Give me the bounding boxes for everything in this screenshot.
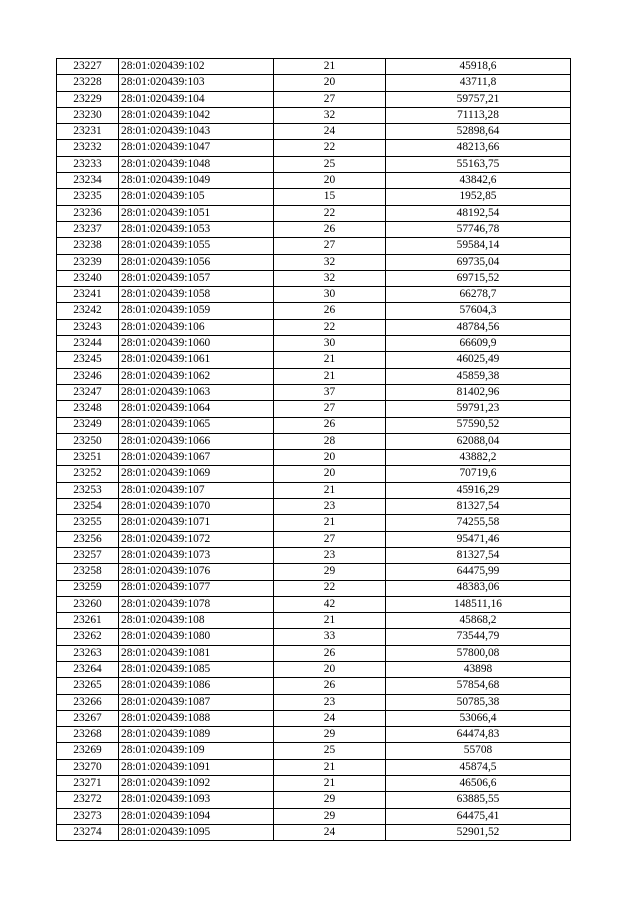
quantity-cell: 30 xyxy=(274,336,386,352)
quantity-cell: 15 xyxy=(274,189,386,205)
table-row xyxy=(57,303,571,319)
table-row xyxy=(57,531,571,547)
quantity-cell: 28 xyxy=(274,433,386,449)
quantity-cell: 21 xyxy=(274,515,386,531)
amount-cell: 69735,04 xyxy=(386,254,571,270)
amount-cell: 57746,78 xyxy=(386,221,571,237)
table-row xyxy=(57,466,571,482)
amount-cell: 50785,38 xyxy=(386,694,571,710)
cadastral-number-cell: 28:01:020439:1047 xyxy=(119,140,274,156)
quantity-cell: 26 xyxy=(274,303,386,319)
row-number-cell: 23232 xyxy=(57,140,119,156)
row-number-cell: 23234 xyxy=(57,173,119,189)
quantity-cell: 27 xyxy=(274,91,386,107)
cadastral-number-cell: 28:01:020439:1063 xyxy=(119,384,274,400)
amount-cell: 81327,54 xyxy=(386,499,571,515)
row-number-cell: 23238 xyxy=(57,238,119,254)
cadastral-number-cell: 28:01:020439:104 xyxy=(119,91,274,107)
amount-cell: 48192,54 xyxy=(386,205,571,221)
row-number-cell: 23270 xyxy=(57,759,119,775)
quantity-cell: 26 xyxy=(274,221,386,237)
amount-cell: 95471,46 xyxy=(386,531,571,547)
quantity-cell: 21 xyxy=(274,759,386,775)
quantity-cell: 30 xyxy=(274,287,386,303)
row-number-cell: 23265 xyxy=(57,678,119,694)
amount-cell: 148511,16 xyxy=(386,596,571,612)
amount-cell: 48383,06 xyxy=(386,580,571,596)
cadastral-number-cell: 28:01:020439:1085 xyxy=(119,661,274,677)
quantity-cell: 23 xyxy=(274,694,386,710)
cadastral-number-cell: 28:01:020439:1086 xyxy=(119,678,274,694)
quantity-cell: 21 xyxy=(274,352,386,368)
row-number-cell: 23262 xyxy=(57,629,119,645)
row-number-cell: 23264 xyxy=(57,661,119,677)
quantity-cell: 20 xyxy=(274,466,386,482)
row-number-cell: 23263 xyxy=(57,645,119,661)
cadastral-number-cell: 28:01:020439:1053 xyxy=(119,221,274,237)
cadastral-number-cell: 28:01:020439:108 xyxy=(119,613,274,629)
cadastral-number-cell: 28:01:020439:1066 xyxy=(119,433,274,449)
row-number-cell: 23246 xyxy=(57,368,119,384)
cadastral-number-cell: 28:01:020439:1093 xyxy=(119,792,274,808)
amount-cell: 62088,04 xyxy=(386,433,571,449)
row-number-cell: 23266 xyxy=(57,694,119,710)
cadastral-number-cell: 28:01:020439:102 xyxy=(119,59,274,75)
table-row xyxy=(57,515,571,531)
cadastral-number-cell: 28:01:020439:1055 xyxy=(119,238,274,254)
table-row xyxy=(57,368,571,384)
cadastral-number-cell: 28:01:020439:1061 xyxy=(119,352,274,368)
amount-cell: 55163,75 xyxy=(386,156,571,172)
amount-cell: 48213,66 xyxy=(386,140,571,156)
amount-cell: 59584,14 xyxy=(386,238,571,254)
row-number-cell: 23269 xyxy=(57,743,119,759)
quantity-cell: 25 xyxy=(274,156,386,172)
table-row xyxy=(57,205,571,221)
cadastral-number-cell: 28:01:020439:1060 xyxy=(119,336,274,352)
row-number-cell: 23239 xyxy=(57,254,119,270)
row-number-cell: 23241 xyxy=(57,287,119,303)
cadastral-number-cell: 28:01:020439:1095 xyxy=(119,824,274,840)
amount-cell: 45868,2 xyxy=(386,613,571,629)
amount-cell: 48784,56 xyxy=(386,319,571,335)
cadastral-number-cell: 28:01:020439:1049 xyxy=(119,173,274,189)
quantity-cell: 20 xyxy=(274,661,386,677)
amount-cell: 55708 xyxy=(386,743,571,759)
table-row xyxy=(57,645,571,661)
quantity-cell: 23 xyxy=(274,547,386,563)
amount-cell: 64475,99 xyxy=(386,564,571,580)
table-row xyxy=(57,433,571,449)
quantity-cell: 22 xyxy=(274,140,386,156)
quantity-cell: 20 xyxy=(274,75,386,91)
row-number-cell: 23256 xyxy=(57,531,119,547)
quantity-cell: 20 xyxy=(274,173,386,189)
cadastral-number-cell: 28:01:020439:1087 xyxy=(119,694,274,710)
quantity-cell: 42 xyxy=(274,596,386,612)
row-number-cell: 23272 xyxy=(57,792,119,808)
amount-cell: 45874,5 xyxy=(386,759,571,775)
table-row xyxy=(57,596,571,612)
row-number-cell: 23227 xyxy=(57,59,119,75)
amount-cell: 45918,6 xyxy=(386,59,571,75)
row-number-cell: 23242 xyxy=(57,303,119,319)
amount-cell: 53066,4 xyxy=(386,710,571,726)
row-number-cell: 23247 xyxy=(57,384,119,400)
amount-cell: 45859,38 xyxy=(386,368,571,384)
amount-cell: 81327,54 xyxy=(386,547,571,563)
amount-cell: 73544,79 xyxy=(386,629,571,645)
table-row xyxy=(57,59,571,75)
table-row xyxy=(57,156,571,172)
quantity-cell: 29 xyxy=(274,792,386,808)
amount-cell: 81402,96 xyxy=(386,384,571,400)
table-body xyxy=(57,59,571,841)
quantity-cell: 26 xyxy=(274,645,386,661)
quantity-cell: 22 xyxy=(274,580,386,596)
table-row xyxy=(57,270,571,286)
row-number-cell: 23244 xyxy=(57,336,119,352)
cadastral-number-cell: 28:01:020439:1051 xyxy=(119,205,274,221)
table-row xyxy=(57,759,571,775)
data-table xyxy=(56,58,571,841)
amount-cell: 59757,21 xyxy=(386,91,571,107)
cadastral-number-cell: 28:01:020439:1092 xyxy=(119,776,274,792)
amount-cell: 70719,6 xyxy=(386,466,571,482)
table-row xyxy=(57,401,571,417)
cadastral-number-cell: 28:01:020439:1071 xyxy=(119,515,274,531)
cadastral-number-cell: 28:01:020439:103 xyxy=(119,75,274,91)
table-row xyxy=(57,808,571,824)
quantity-cell: 32 xyxy=(274,270,386,286)
cadastral-number-cell: 28:01:020439:106 xyxy=(119,319,274,335)
cadastral-number-cell: 28:01:020439:1072 xyxy=(119,531,274,547)
table-row xyxy=(57,352,571,368)
amount-cell: 57604,3 xyxy=(386,303,571,319)
table-row xyxy=(57,776,571,792)
row-number-cell: 23243 xyxy=(57,319,119,335)
amount-cell: 45916,29 xyxy=(386,482,571,498)
quantity-cell: 24 xyxy=(274,124,386,140)
cadastral-number-cell: 28:01:020439:1056 xyxy=(119,254,274,270)
amount-cell: 52898,64 xyxy=(386,124,571,140)
quantity-cell: 23 xyxy=(274,499,386,515)
row-number-cell: 23233 xyxy=(57,156,119,172)
amount-cell: 43842,6 xyxy=(386,173,571,189)
row-number-cell: 23258 xyxy=(57,564,119,580)
table-row xyxy=(57,661,571,677)
quantity-cell: 37 xyxy=(274,384,386,400)
cadastral-number-cell: 28:01:020439:1043 xyxy=(119,124,274,140)
cadastral-number-cell: 28:01:020439:1078 xyxy=(119,596,274,612)
quantity-cell: 29 xyxy=(274,808,386,824)
quantity-cell: 29 xyxy=(274,727,386,743)
quantity-cell: 32 xyxy=(274,254,386,270)
table-row xyxy=(57,336,571,352)
table-row xyxy=(57,824,571,840)
table-row xyxy=(57,743,571,759)
amount-cell: 59791,23 xyxy=(386,401,571,417)
cadastral-number-cell: 28:01:020439:1070 xyxy=(119,499,274,515)
row-number-cell: 23253 xyxy=(57,482,119,498)
row-number-cell: 23245 xyxy=(57,352,119,368)
amount-cell: 46025,49 xyxy=(386,352,571,368)
quantity-cell: 27 xyxy=(274,531,386,547)
row-number-cell: 23229 xyxy=(57,91,119,107)
table-row xyxy=(57,694,571,710)
amount-cell: 64474,83 xyxy=(386,727,571,743)
table-row xyxy=(57,140,571,156)
row-number-cell: 23255 xyxy=(57,515,119,531)
table-row xyxy=(57,450,571,466)
amount-cell: 71113,28 xyxy=(386,107,571,123)
row-number-cell: 23268 xyxy=(57,727,119,743)
amount-cell: 57800,08 xyxy=(386,645,571,661)
quantity-cell: 20 xyxy=(274,450,386,466)
cadastral-number-cell: 28:01:020439:1042 xyxy=(119,107,274,123)
quantity-cell: 29 xyxy=(274,564,386,580)
amount-cell: 63885,55 xyxy=(386,792,571,808)
amount-cell: 66609,9 xyxy=(386,336,571,352)
row-number-cell: 23259 xyxy=(57,580,119,596)
cadastral-number-cell: 28:01:020439:1059 xyxy=(119,303,274,319)
quantity-cell: 33 xyxy=(274,629,386,645)
cadastral-number-cell: 28:01:020439:1077 xyxy=(119,580,274,596)
row-number-cell: 23251 xyxy=(57,450,119,466)
cadastral-number-cell: 28:01:020439:1064 xyxy=(119,401,274,417)
amount-cell: 46506,6 xyxy=(386,776,571,792)
amount-cell: 1952,85 xyxy=(386,189,571,205)
quantity-cell: 26 xyxy=(274,417,386,433)
table-row xyxy=(57,417,571,433)
row-number-cell: 23274 xyxy=(57,824,119,840)
table-row xyxy=(57,91,571,107)
cadastral-number-cell: 28:01:020439:1088 xyxy=(119,710,274,726)
table-row xyxy=(57,107,571,123)
table-row xyxy=(57,189,571,205)
cadastral-number-cell: 28:01:020439:1080 xyxy=(119,629,274,645)
table-row xyxy=(57,727,571,743)
table-row xyxy=(57,482,571,498)
table-row xyxy=(57,499,571,515)
cadastral-number-cell: 28:01:020439:1057 xyxy=(119,270,274,286)
cadastral-number-cell: 28:01:020439:1065 xyxy=(119,417,274,433)
row-number-cell: 23273 xyxy=(57,808,119,824)
table-row xyxy=(57,287,571,303)
quantity-cell: 22 xyxy=(274,319,386,335)
table-row xyxy=(57,710,571,726)
quantity-cell: 22 xyxy=(274,205,386,221)
table-row xyxy=(57,580,571,596)
cadastral-number-cell: 28:01:020439:1094 xyxy=(119,808,274,824)
row-number-cell: 23257 xyxy=(57,547,119,563)
quantity-cell: 21 xyxy=(274,776,386,792)
cadastral-number-cell: 28:01:020439:105 xyxy=(119,189,274,205)
amount-cell: 64475,41 xyxy=(386,808,571,824)
row-number-cell: 23248 xyxy=(57,401,119,417)
cadastral-number-cell: 28:01:020439:1067 xyxy=(119,450,274,466)
quantity-cell: 21 xyxy=(274,368,386,384)
table-row xyxy=(57,629,571,645)
table-row xyxy=(57,124,571,140)
quantity-cell: 21 xyxy=(274,613,386,629)
table-row xyxy=(57,547,571,563)
cadastral-number-cell: 28:01:020439:107 xyxy=(119,482,274,498)
table-row xyxy=(57,613,571,629)
cadastral-number-cell: 28:01:020439:1089 xyxy=(119,727,274,743)
table-row xyxy=(57,221,571,237)
cadastral-number-cell: 28:01:020439:1069 xyxy=(119,466,274,482)
amount-cell: 43898 xyxy=(386,661,571,677)
row-number-cell: 23228 xyxy=(57,75,119,91)
quantity-cell: 24 xyxy=(274,824,386,840)
cadastral-number-cell: 28:01:020439:1076 xyxy=(119,564,274,580)
quantity-cell: 27 xyxy=(274,238,386,254)
amount-cell: 43882,2 xyxy=(386,450,571,466)
row-number-cell: 23261 xyxy=(57,613,119,629)
table-row xyxy=(57,238,571,254)
quantity-cell: 21 xyxy=(274,59,386,75)
quantity-cell: 25 xyxy=(274,743,386,759)
cadastral-number-cell: 28:01:020439:1081 xyxy=(119,645,274,661)
row-number-cell: 23260 xyxy=(57,596,119,612)
cadastral-number-cell: 28:01:020439:1091 xyxy=(119,759,274,775)
cadastral-number-cell: 28:01:020439:1048 xyxy=(119,156,274,172)
row-number-cell: 23252 xyxy=(57,466,119,482)
amount-cell: 69715,52 xyxy=(386,270,571,286)
table-row xyxy=(57,254,571,270)
quantity-cell: 27 xyxy=(274,401,386,417)
amount-cell: 43711,8 xyxy=(386,75,571,91)
row-number-cell: 23250 xyxy=(57,433,119,449)
row-number-cell: 23235 xyxy=(57,189,119,205)
quantity-cell: 26 xyxy=(274,678,386,694)
row-number-cell: 23240 xyxy=(57,270,119,286)
row-number-cell: 23236 xyxy=(57,205,119,221)
amount-cell: 57854,68 xyxy=(386,678,571,694)
quantity-cell: 32 xyxy=(274,107,386,123)
cadastral-number-cell: 28:01:020439:1073 xyxy=(119,547,274,563)
row-number-cell: 23230 xyxy=(57,107,119,123)
row-number-cell: 23254 xyxy=(57,499,119,515)
table-row xyxy=(57,75,571,91)
row-number-cell: 23231 xyxy=(57,124,119,140)
amount-cell: 57590,52 xyxy=(386,417,571,433)
cadastral-number-cell: 28:01:020439:1062 xyxy=(119,368,274,384)
table-row xyxy=(57,678,571,694)
quantity-cell: 24 xyxy=(274,710,386,726)
table-row xyxy=(57,384,571,400)
table-row xyxy=(57,792,571,808)
amount-cell: 52901,52 xyxy=(386,824,571,840)
amount-cell: 74255,58 xyxy=(386,515,571,531)
table-row xyxy=(57,564,571,580)
row-number-cell: 23267 xyxy=(57,710,119,726)
table-row xyxy=(57,319,571,335)
row-number-cell: 23249 xyxy=(57,417,119,433)
row-number-cell: 23271 xyxy=(57,776,119,792)
amount-cell: 66278,7 xyxy=(386,287,571,303)
table-row xyxy=(57,173,571,189)
cadastral-number-cell: 28:01:020439:1058 xyxy=(119,287,274,303)
row-number-cell: 23237 xyxy=(57,221,119,237)
quantity-cell: 21 xyxy=(274,482,386,498)
cadastral-number-cell: 28:01:020439:109 xyxy=(119,743,274,759)
